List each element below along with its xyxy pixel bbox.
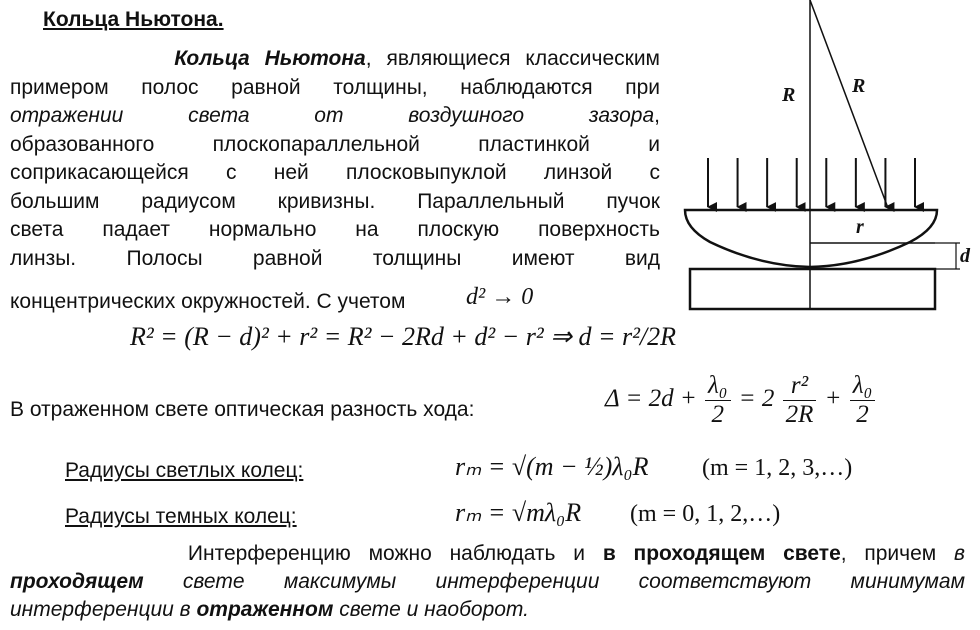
intro-line-7: света падает нормально на плоскую поверхность — [10, 218, 660, 241]
main-equation: R² = (R − d)² + r² = R² − 2Rd + d² − r² ⇒ d = r²/2R — [130, 322, 677, 351]
bright-rings-formula: rₘ = √(m − ½)λ₀R — [455, 452, 649, 481]
intro-line-5: соприкасающейся с ней плосковыпуклой линзой с — [10, 161, 660, 184]
intro-line-3: отражении света от воздушного зазора, — [10, 104, 660, 127]
intro-paragraph — [10, 45, 660, 273]
plano-convex-lens — [685, 210, 937, 267]
intro-line-8: линзы. Полосы равной толщины имеют вид — [10, 246, 660, 270]
intro-line-9: концентрических окружностей. С учетом — [10, 290, 406, 313]
label-R-right: R — [852, 75, 866, 97]
dark-rings-label: Радиусы темных колец: — [65, 505, 297, 528]
outro-line-1: Интерференцию можно наблюдать и в проходящем свете, причем в — [187, 542, 965, 565]
bright-rings-condition: (m = 1, 2, 3,…) — [702, 455, 853, 481]
intro-line-1: Кольца Ньютона, являющиеся классическим — [174, 47, 660, 70]
fraction-lambda-half-2: $\frac{\text{λ₀}}{2}$ — [850, 372, 876, 429]
fraction-r2-over-2R: $\frac{\text{r²}}{2R}$ — [783, 372, 817, 429]
label-d: d — [960, 245, 970, 267]
light-rays — [708, 158, 915, 207]
outro-line-3: интерференции в отраженном свете и наоборот. — [10, 598, 530, 621]
label-r: r — [856, 216, 864, 238]
bright-rings-label: Радиусы светлых колец: — [65, 459, 304, 482]
transmitted-light-paragraph — [10, 540, 965, 624]
intro-line-4: образованного плоскопараллельной пластинкой и — [10, 132, 660, 156]
label-R-left: R — [782, 84, 796, 106]
term-reflection: отражении света от воздушного зазора — [10, 104, 655, 127]
dark-rings-condition: (m = 0, 1, 2,…) — [630, 501, 781, 527]
newton-rings-diagram — [670, 0, 975, 320]
plane-parallel-plate — [690, 269, 935, 309]
dark-rings-formula: rₘ = √mλ₀R — [455, 498, 582, 527]
approx-formula: d² → 0 — [466, 284, 534, 310]
intro-line-2: примером полос равной толщины, наблюдаются при — [10, 75, 660, 99]
outro-line-2: проходящем свете максимумы интерференции соответствуют минимумам — [10, 570, 965, 593]
fraction-lambda-half-1: $\frac{\text{λ₀}}{2}$ — [705, 372, 731, 429]
term-newton-rings: Кольца Ньютона — [174, 47, 366, 70]
path-difference-formula: Δ = 2d + $\frac{\text{λ₀}}{2}$ = 2 $\frac{\text{r²}}{2R}$ + $\frac{\text{λ₀}}{2}$ — [605, 372, 877, 429]
section-title: Кольца Ньютона. — [43, 8, 224, 31]
intro-line-6: большим радиусом кривизны. Параллельный пучок — [10, 189, 660, 213]
path-difference-label: В отраженном свете оптическая разность хода: — [10, 398, 475, 421]
radius-line — [810, 0, 888, 208]
